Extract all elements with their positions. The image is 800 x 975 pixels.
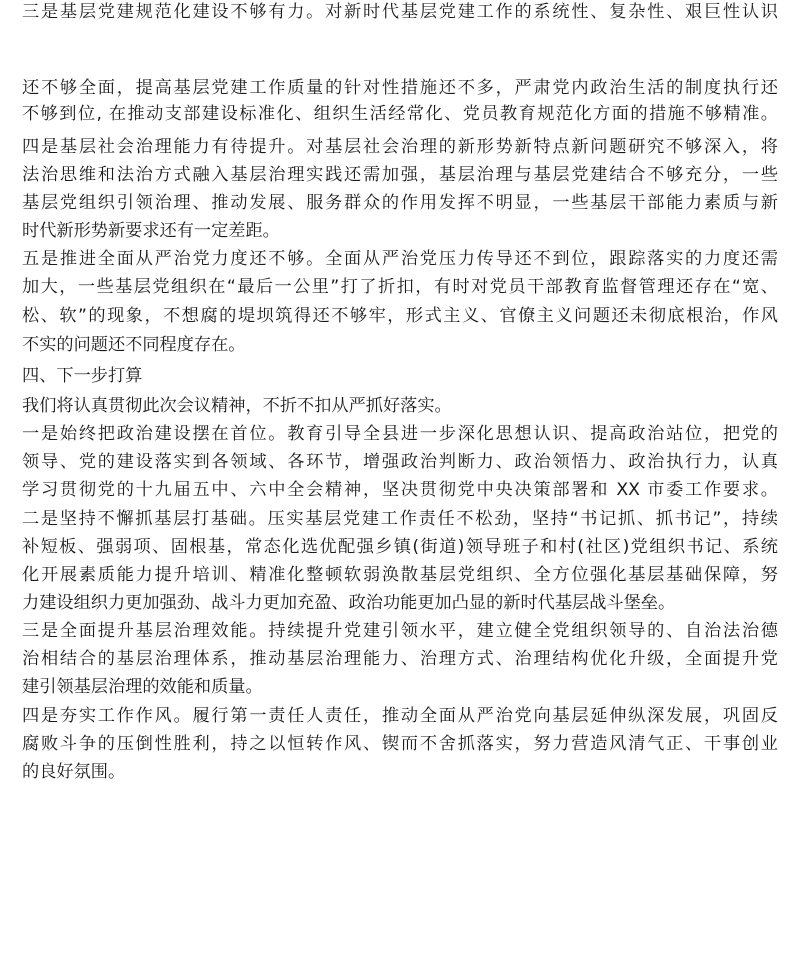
text-line: 补短板、强弱项、固根基，常态化选优配强乡镇(街道)领导班子和村(社区)党组织书记、系统 [22, 537, 778, 557]
text-line: 我们将认真贯彻此次会议精神，不折不扣从严抓好落实。 [22, 396, 452, 416]
text-line: 一是始终把政治建设摆在首位。教育引导全县进一步深化思想认识、提高政治站位，把党的 [22, 424, 778, 444]
section-heading: 四、下一步打算 [22, 366, 143, 386]
text-line: 不够到位, 在推动支部建设标准化、组织生活经常化、党员教育规范化方面的措施不够精准。 [22, 104, 778, 124]
text-line: 加大，一些基层党组织在“最后一公里”打了折扣，有时对党员干部教育监督管理还存在“宽、 [22, 277, 778, 297]
text-line: 学习贯彻党的十九届五中、六中全会精神，坚决贯彻党中央决策部署和 XX 市委工作要求。 [22, 480, 778, 500]
text-line: 松、软”的现象，不想腐的堤坝筑得还不够牢，形式主义、官僚主义问题还未彻底根治，作风 [22, 306, 778, 326]
text-line: 的良好氛围。 [22, 762, 126, 782]
text-line: 领导、党的建设落实到各领域、各环节，增强政治判断力、政治领悟力、政治执行力，认真 [22, 452, 778, 472]
text-line: 时代新形势新要求还有一定差距。 [22, 221, 280, 241]
text-line: 四是夯实工作作风。履行第一责任人责任，推动全面从严治党向基层延伸纵深发展，巩固反 [22, 706, 778, 726]
text-line: 基层党组织引领治理、推动发展、服务群众的作用发挥不明显，一些基层干部能力素质与新 [22, 193, 778, 213]
text-line: 力建设组织力更加强劲、战斗力更加充盈、政治功能更加凸显的新时代基层战斗堡垒。 [22, 593, 676, 613]
text-line: 治相结合的基层治理体系，推动基层治理能力、治理方式、治理结构优化升级，全面提升党 [22, 649, 778, 669]
text-line: 四是基层社会治理能力有待提升。对基层社会治理的新形势新特点新问题研究不够深入，将 [22, 137, 778, 157]
text-line: 建引领基层治理的效能和质量。 [22, 677, 263, 697]
text-line: 还不够全面，提高基层党建工作质量的针对性措施还不多，严肃党内政治生活的制度执行还 [22, 78, 778, 98]
text-line: 二是坚持不懈抓基层打基础。压实基层党建工作责任不松劲，坚持“书记抓、抓书记”，持续 [22, 509, 778, 529]
text-line: 腐败斗争的压倒性胜利，持之以恒转作风、锲而不舍抓落实，努力营造风清气正、干事创业 [22, 734, 778, 754]
text-line: 不实的问题还不同程度存在。 [22, 335, 246, 355]
text-line: 法治思维和法治方式融入基层治理实践还需加强，基层治理与基层党建结合不够充分，一些 [22, 165, 778, 185]
text-line: 五是推进全面从严治党力度还不够。全面从严治党压力传导还不到位，跟踪落实的力度还需 [22, 249, 778, 269]
text-line: 三是基层党建规范化建设不够有力。对新时代基层党建工作的系统性、复杂性、艰巨性认识 [22, 2, 778, 22]
text-line: 三是全面提升基层治理效能。持续提升党建引领水平，建立健全党组织领导的、自治法治德 [22, 621, 778, 641]
text-line: 化开展素质能力提升培训、精准化整顿软弱涣散基层党组织、全方位强化基层基础保障，努 [22, 565, 778, 585]
